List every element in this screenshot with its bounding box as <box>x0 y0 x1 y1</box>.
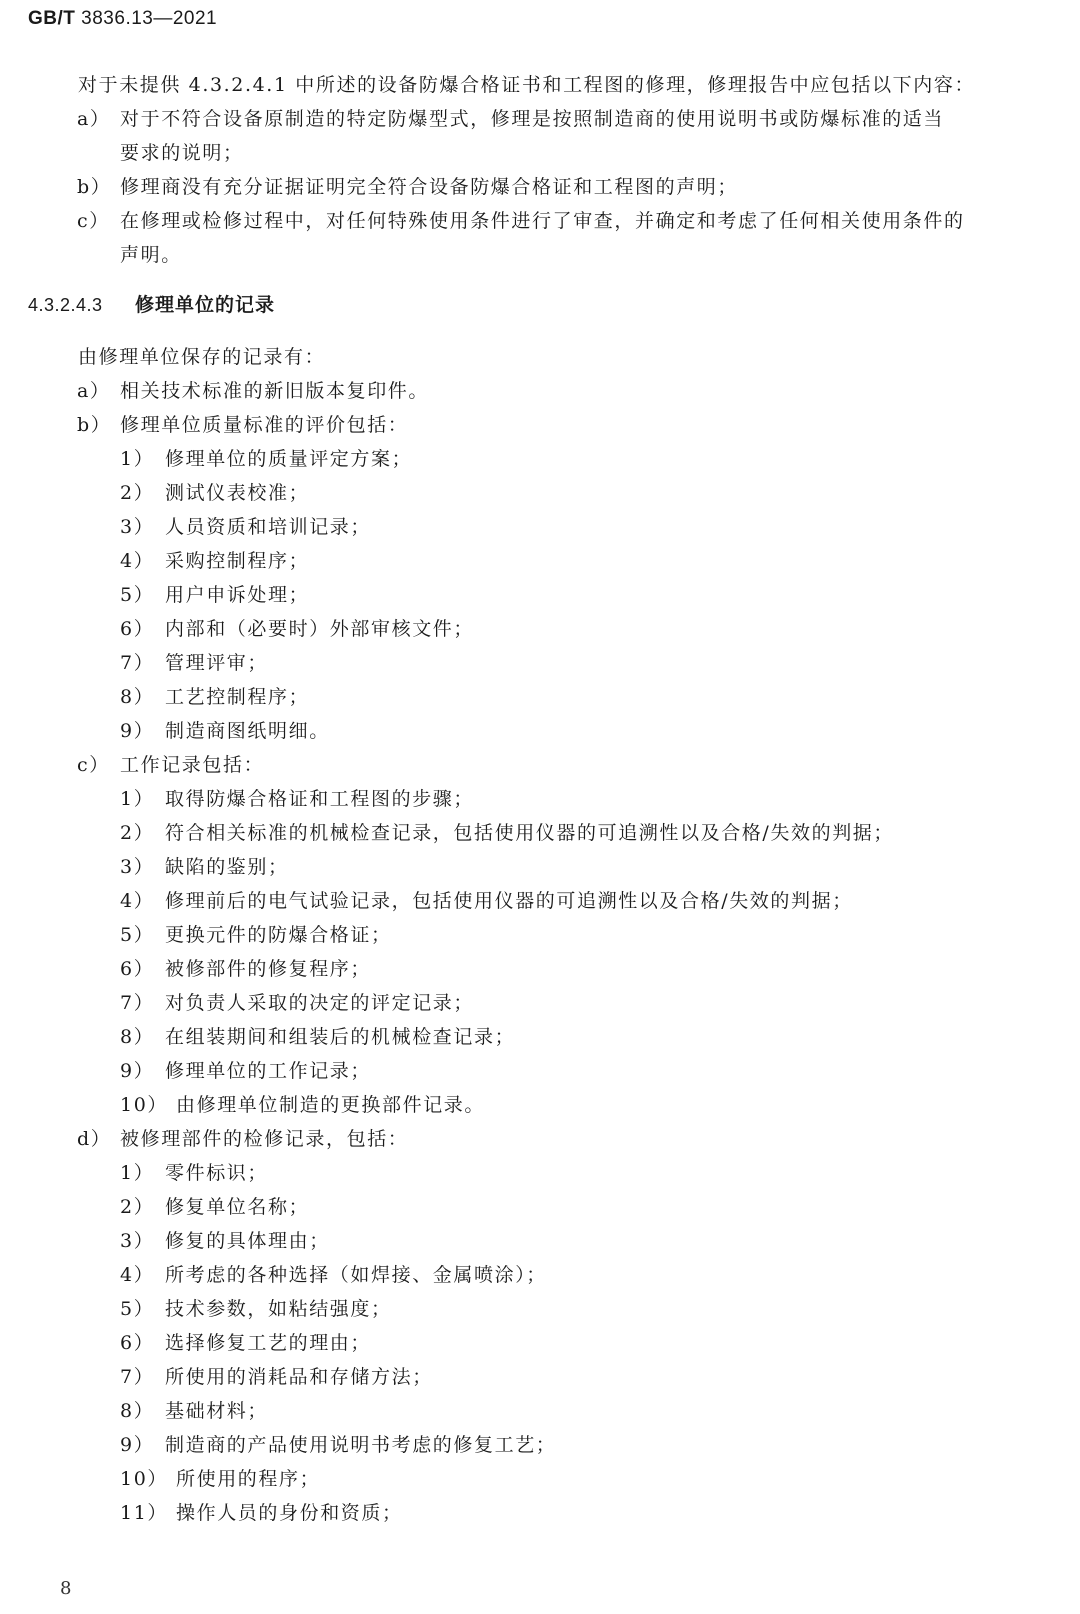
sub-list-text: 修理前后的电气试验记录，包括使用仪器的可追溯性以及合格/失效的判据； <box>165 890 853 912</box>
sub-list-text: 符合相关标准的机械检查记录，包括使用仪器的可追溯性以及合格/失效的判据； <box>165 822 895 844</box>
sub-list-item <box>0 884 1080 918</box>
sub-list-text: 被修部件的修复程序； <box>165 958 372 980</box>
standard-code: GB/T <box>28 8 76 29</box>
page-number: 8 <box>60 1578 72 1599</box>
list-text: 对于不符合设备原制造的特定防爆型式，修理是按照制造商的使用说明书或防爆标准的适当 <box>120 108 945 130</box>
paragraph <box>0 68 1080 102</box>
sub-list-item <box>0 646 1080 680</box>
sub-list-item <box>0 1190 1080 1224</box>
sub-list-text: 所考虑的各种选择（如焊接、金属喷涂）； <box>165 1264 547 1286</box>
sub-list-marker: 7） <box>120 652 155 674</box>
sub-list-text: 制造商的产品使用说明书考虑的修复工艺； <box>165 1434 557 1456</box>
standard-number: 3836.13—2021 <box>81 8 218 29</box>
list-marker: c） <box>77 210 110 232</box>
sub-list-text: 管理评审； <box>165 652 269 674</box>
sub-list-item <box>0 1224 1080 1258</box>
sub-list-item <box>0 1462 1080 1496</box>
sub-list-text: 工艺控制程序； <box>165 686 310 708</box>
sub-list-marker: 5） <box>120 924 155 946</box>
list-item <box>0 170 1080 204</box>
sub-list-marker: 2） <box>120 482 155 504</box>
clause-heading <box>0 288 1080 324</box>
list-marker: a） <box>77 108 111 130</box>
sub-list-text: 缺陷的鉴别； <box>165 856 289 878</box>
sub-list-item <box>0 476 1080 510</box>
sub-list-text: 修复单位名称； <box>165 1196 310 1218</box>
list-text: 修理商没有充分证据证明完全符合设备防爆合格证和工程图的声明； <box>120 176 739 198</box>
sub-list-text: 操作人员的身份和资质； <box>176 1502 403 1524</box>
sub-list-marker: 4） <box>120 890 155 912</box>
document-body <box>0 68 1080 1530</box>
sub-list-marker: 8） <box>120 686 155 708</box>
sub-list-item <box>0 918 1080 952</box>
sub-list-marker: 3） <box>120 856 155 878</box>
sub-list-text: 修理单位的质量评定方案； <box>165 448 413 470</box>
sub-list-marker: 10） <box>120 1094 168 1116</box>
list-item <box>0 204 1080 238</box>
list-text: 被修理部件的检修记录，包括： <box>120 1128 409 1150</box>
sub-list-item <box>0 782 1080 816</box>
sub-list-marker: 9） <box>120 720 155 742</box>
sub-list-text: 修理单位的工作记录； <box>165 1060 372 1082</box>
sub-list-item <box>0 1156 1080 1190</box>
sub-list-marker: 2） <box>120 1196 155 1218</box>
sub-list-item <box>0 816 1080 850</box>
sub-list-text: 采购控制程序； <box>165 550 310 572</box>
sub-list-item <box>0 1496 1080 1530</box>
list-text: 修理单位质量标准的评价包括： <box>120 414 409 436</box>
sub-list-marker: 3） <box>120 516 155 538</box>
records-lead: 由修理单位保存的记录有： <box>78 346 326 368</box>
list-marker: d） <box>77 1128 112 1150</box>
list-item <box>0 748 1080 782</box>
sub-list-item <box>0 1428 1080 1462</box>
list-item <box>0 408 1080 442</box>
sub-list-marker: 7） <box>120 1366 155 1388</box>
list-marker: b） <box>77 414 112 436</box>
sub-list-marker: 1） <box>120 1162 155 1184</box>
sub-list-item <box>0 1394 1080 1428</box>
sub-list-marker: 6） <box>120 958 155 980</box>
list-text: 声明。 <box>120 244 182 266</box>
sub-list-item <box>0 442 1080 476</box>
sub-list-text: 制造商图纸明细。 <box>165 720 330 742</box>
list-item-continuation <box>0 238 1080 272</box>
paragraph <box>0 340 1080 374</box>
sub-list-text: 基础材料； <box>165 1400 269 1422</box>
sub-list-item <box>0 578 1080 612</box>
sub-list-item <box>0 680 1080 714</box>
list-text: 工作记录包括： <box>120 754 265 776</box>
sub-list-item <box>0 544 1080 578</box>
sub-list-marker: 5） <box>120 584 155 606</box>
sub-list-marker: 8） <box>120 1400 155 1422</box>
sub-list-marker: 6） <box>120 618 155 640</box>
sub-list-item <box>0 850 1080 884</box>
sub-list-text: 人员资质和培训记录； <box>165 516 372 538</box>
sub-list-marker: 9） <box>120 1434 155 1456</box>
list-marker: a） <box>77 380 111 402</box>
sub-list-text: 所使用的消耗品和存储方法； <box>165 1366 433 1388</box>
sub-list-item <box>0 1088 1080 1122</box>
sub-list-marker: 10） <box>120 1468 168 1490</box>
list-marker: c） <box>77 754 110 776</box>
sub-list-marker: 8） <box>120 1026 155 1048</box>
sub-list-text: 用户申诉处理； <box>165 584 310 606</box>
sub-list-text: 修复的具体理由； <box>165 1230 330 1252</box>
list-item <box>0 1122 1080 1156</box>
sub-list-item <box>0 986 1080 1020</box>
list-text: 在修理或检修过程中，对任何特殊使用条件进行了审查，并确定和考虑了任何相关使用条件的 <box>120 210 965 232</box>
sub-list-marker: 1） <box>120 788 155 810</box>
sub-list-item <box>0 1258 1080 1292</box>
sub-list-marker: 6） <box>120 1332 155 1354</box>
sub-list-item <box>0 510 1080 544</box>
sub-list-marker: 1） <box>120 448 155 470</box>
sub-list-marker: 9） <box>120 1060 155 1082</box>
sub-list-text: 由修理单位制造的更换部件记录。 <box>176 1094 486 1116</box>
list-item-continuation <box>0 136 1080 170</box>
sub-list-item <box>0 714 1080 748</box>
sub-list-text: 对负责人采取的决定的评定记录； <box>165 992 475 1014</box>
sub-list-text: 取得防爆合格证和工程图的步骤； <box>165 788 475 810</box>
sub-list-marker: 5） <box>120 1298 155 1320</box>
list-marker: b） <box>77 176 112 198</box>
clause-number: 4.3.2.4.3 <box>28 295 103 315</box>
sub-list-item <box>0 952 1080 986</box>
intro-lead: 对于未提供 4.3.2.4.1 中所述的设备防爆合格证书和工程图的修理，修理报告中应包括以下内容： <box>78 74 976 96</box>
sub-list-marker: 11） <box>120 1502 168 1524</box>
sub-list-marker: 7） <box>120 992 155 1014</box>
sub-list-item <box>0 1360 1080 1394</box>
sub-list-item <box>0 612 1080 646</box>
sub-list-text: 所使用的程序； <box>176 1468 321 1490</box>
sub-list-marker: 4） <box>120 1264 155 1286</box>
list-item <box>0 374 1080 408</box>
sub-list-marker: 3） <box>120 1230 155 1252</box>
sub-list-item <box>0 1054 1080 1088</box>
sub-list-text: 零件标识； <box>165 1162 269 1184</box>
document-header <box>28 8 217 30</box>
sub-list-marker: 2） <box>120 822 155 844</box>
clause-title: 修理单位的记录 <box>135 294 276 316</box>
sub-list-text: 选择修复工艺的理由； <box>165 1332 372 1354</box>
sub-list-text: 更换元件的防爆合格证； <box>165 924 392 946</box>
sub-list-item <box>0 1326 1080 1360</box>
sub-list-text: 内部和（必要时）外部审核文件； <box>165 618 475 640</box>
list-text: 相关技术标准的新旧版本复印件。 <box>120 380 430 402</box>
sub-list-text: 在组装期间和组装后的机械检查记录； <box>165 1026 516 1048</box>
sub-list-marker: 4） <box>120 550 155 572</box>
sub-list-text: 技术参数，如粘结强度； <box>165 1298 392 1320</box>
list-text: 要求的说明； <box>120 142 244 164</box>
sub-list-text: 测试仪表校准； <box>165 482 310 504</box>
sub-list-item <box>0 1020 1080 1054</box>
list-item <box>0 102 1080 136</box>
sub-list-item <box>0 1292 1080 1326</box>
